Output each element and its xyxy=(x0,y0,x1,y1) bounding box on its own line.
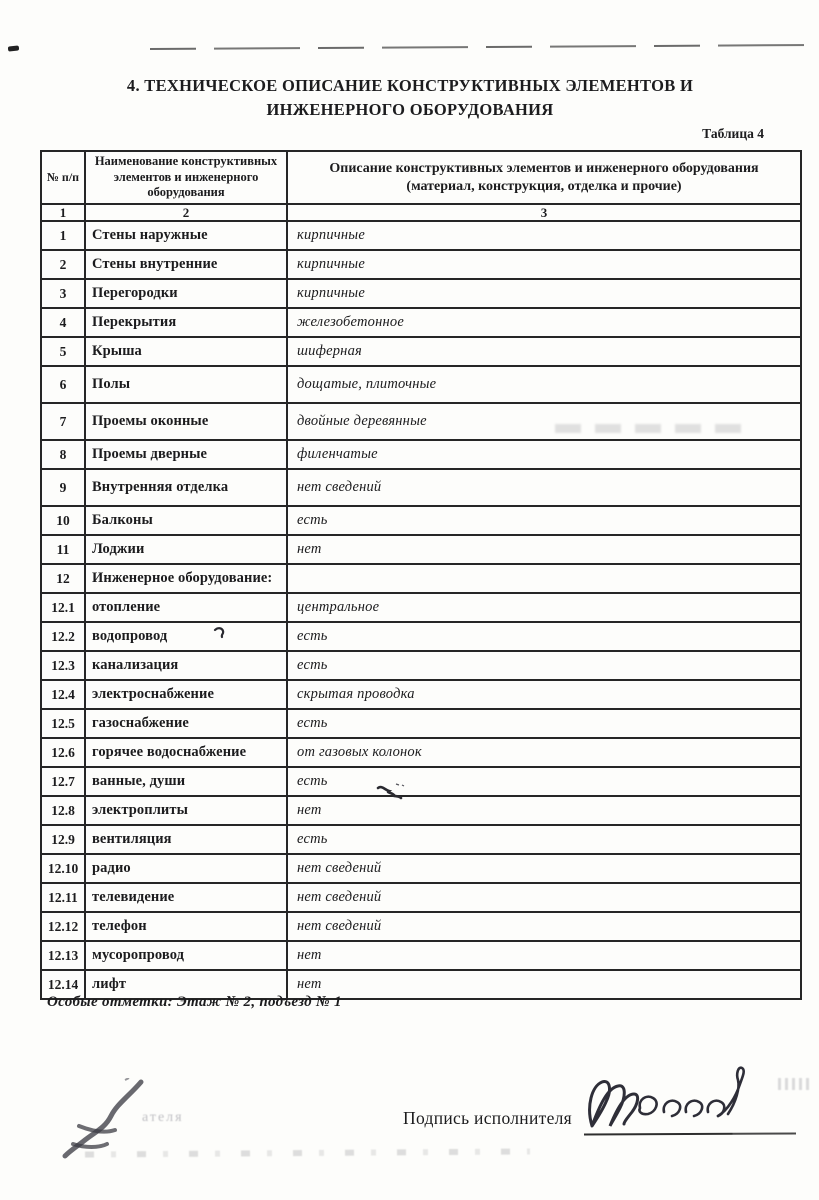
element-description-cell: нет сведений xyxy=(287,912,801,941)
row-number-cell: 6 xyxy=(41,366,85,403)
row-number-cell: 12.5 xyxy=(41,709,85,738)
row-number-cell: 12.9 xyxy=(41,825,85,854)
row-number-cell: 12.13 xyxy=(41,941,85,970)
table-row xyxy=(41,440,801,469)
pen-scribble xyxy=(376,782,410,802)
row-number-cell: 12 xyxy=(41,564,85,593)
row-number-cell: 4 xyxy=(41,308,85,337)
element-description-cell: центральное xyxy=(287,593,801,622)
row-number-cell: 5 xyxy=(41,337,85,366)
column-numbers-row xyxy=(41,204,801,221)
element-description-cell: есть xyxy=(287,825,801,854)
pen-mark xyxy=(213,626,231,640)
element-name-cell: Лоджии xyxy=(85,535,287,564)
table-caption: Таблица 4 xyxy=(702,126,764,141)
element-name-cell: Крыша xyxy=(85,337,287,366)
executor-signature xyxy=(578,1062,788,1140)
table-row xyxy=(41,308,801,337)
table-row xyxy=(41,854,801,883)
row-number-cell: 2 xyxy=(41,250,85,279)
signature-label: Подпись исполнителя xyxy=(403,1108,573,1128)
table-row xyxy=(41,941,801,970)
header-cell-name: Наименование конструктивных элементов и инженерного оборудования xyxy=(85,151,287,204)
row-number-cell: 12.1 xyxy=(41,593,85,622)
element-description-cell xyxy=(287,564,801,593)
row-number-cell: 12.7 xyxy=(41,767,85,796)
table-row xyxy=(41,680,801,709)
row-number-cell: 12.4 xyxy=(41,680,85,709)
element-description-cell: железобетонное xyxy=(287,308,801,337)
element-description-cell: нет xyxy=(287,941,801,970)
element-description-cell: кирпичные xyxy=(287,250,801,279)
table-row xyxy=(41,767,801,796)
element-name-cell: телевидение xyxy=(85,883,287,912)
element-description-cell: филенчатые xyxy=(287,440,801,469)
element-name-cell: Перекрытия xyxy=(85,308,287,337)
element-description-cell: скрытая проводка xyxy=(287,680,801,709)
element-description-cell: нет xyxy=(287,535,801,564)
element-name-cell: Полы xyxy=(85,366,287,403)
element-name-cell: газоснабжение xyxy=(85,709,287,738)
element-name-cell: электроснабжение xyxy=(85,680,287,709)
row-number-cell: 3 xyxy=(41,279,85,308)
element-description-cell: есть xyxy=(287,622,801,651)
element-name-cell: горячее водоснабжение xyxy=(85,738,287,767)
element-name-cell: вентиляция xyxy=(85,825,287,854)
element-description-cell: от газовых колонок xyxy=(287,738,801,767)
row-number-cell: 9 xyxy=(41,469,85,506)
table-row xyxy=(41,738,801,767)
element-name-cell: отопление xyxy=(85,593,287,622)
column-number-1: 1 xyxy=(41,204,85,221)
table-row xyxy=(41,622,801,651)
row-number-cell: 8 xyxy=(41,440,85,469)
table-row xyxy=(41,366,801,403)
element-description-cell: кирпичные xyxy=(287,221,801,250)
table-body xyxy=(41,221,801,999)
element-description-cell: шиферная xyxy=(287,337,801,366)
table-row xyxy=(41,825,801,854)
element-name-cell: Проемы дверные xyxy=(85,440,287,469)
table-row xyxy=(41,221,801,250)
special-notes: Особые отметки: Этаж № 2, подъезд № 1 xyxy=(47,994,342,1010)
table-row xyxy=(41,796,801,825)
element-description-cell: есть xyxy=(287,651,801,680)
header-cell-num: № п/п xyxy=(41,151,85,204)
table-row xyxy=(41,709,801,738)
element-description-cell: двойные деревянные xyxy=(287,403,801,440)
element-name-cell: водопровод xyxy=(85,622,287,651)
document-title: 4. ТЕХНИЧЕСКОЕ ОПИСАНИЕ КОНСТРУКТИВНЫХ ЭЛЕМЕНТОВ И ИНЖЕНЕРНОГО ОБОРУДОВАНИЯ xyxy=(126,76,694,119)
row-number-cell: 11 xyxy=(41,535,85,564)
table-row xyxy=(41,337,801,366)
element-name-cell: ванные, души xyxy=(85,767,287,796)
scan-artifact-left-dash xyxy=(8,45,19,51)
element-name-cell: Стены внутренние xyxy=(85,250,287,279)
table-row xyxy=(41,912,801,941)
table-row xyxy=(41,883,801,912)
table-row xyxy=(41,469,801,506)
element-name-cell: Стены наружные xyxy=(85,221,287,250)
table-row xyxy=(41,593,801,622)
row-number-cell: 7 xyxy=(41,403,85,440)
row-number-cell: 12.10 xyxy=(41,854,85,883)
element-name-cell: Проемы оконные xyxy=(85,403,287,440)
element-description-cell: кирпичные xyxy=(287,279,801,308)
table-row xyxy=(41,535,801,564)
header-cell-desc: Описание конструктивных элементов и инженерного оборудования (материал, конструкция, отделка и прочие) xyxy=(287,151,801,204)
element-name-cell: Балконы xyxy=(85,506,287,535)
element-description-cell: есть xyxy=(287,709,801,738)
element-name-cell: электроплиты xyxy=(85,796,287,825)
element-name-cell: лифт xyxy=(85,970,287,999)
technical-description-table xyxy=(40,150,802,1000)
row-number-cell: 12.14 xyxy=(41,970,85,999)
row-number-cell: 12.12 xyxy=(41,912,85,941)
row-number-cell: 12.3 xyxy=(41,651,85,680)
table-row xyxy=(41,403,801,440)
table-row xyxy=(41,564,801,593)
row-number-cell: 12.2 xyxy=(41,622,85,651)
element-description-cell: нет xyxy=(287,970,801,999)
scan-artifact-top-line xyxy=(150,44,819,50)
column-number-3: 3 xyxy=(287,204,801,221)
element-name-cell: телефон xyxy=(85,912,287,941)
element-description-cell: нет сведений xyxy=(287,469,801,506)
table-row xyxy=(41,250,801,279)
table-row xyxy=(41,651,801,680)
table-row xyxy=(41,279,801,308)
element-description-cell: есть xyxy=(287,767,801,796)
element-name-cell: Перегородки xyxy=(85,279,287,308)
element-name-cell: Внутренняя отделка xyxy=(85,469,287,506)
element-name-cell: Инженерное оборудование: xyxy=(85,564,287,593)
row-number-cell: 12.8 xyxy=(41,796,85,825)
element-name-cell: мусоропровод xyxy=(85,941,287,970)
element-description-cell: нет xyxy=(287,796,801,825)
element-description-cell: нет сведений xyxy=(287,883,801,912)
element-description-cell: нет сведений xyxy=(287,854,801,883)
row-number-cell: 10 xyxy=(41,506,85,535)
row-number-cell: 12.6 xyxy=(41,738,85,767)
table-header-row xyxy=(41,151,801,204)
element-name-cell: канализация xyxy=(85,651,287,680)
faded-stamp-text: ателя xyxy=(142,1110,184,1125)
table-row xyxy=(41,506,801,535)
row-number-cell: 12.11 xyxy=(41,883,85,912)
element-name-cell: радио xyxy=(85,854,287,883)
element-description-cell: есть xyxy=(287,506,801,535)
row-number-cell: 1 xyxy=(41,221,85,250)
column-number-2: 2 xyxy=(85,204,287,221)
element-description-cell: дощатые, плиточные xyxy=(287,366,801,403)
